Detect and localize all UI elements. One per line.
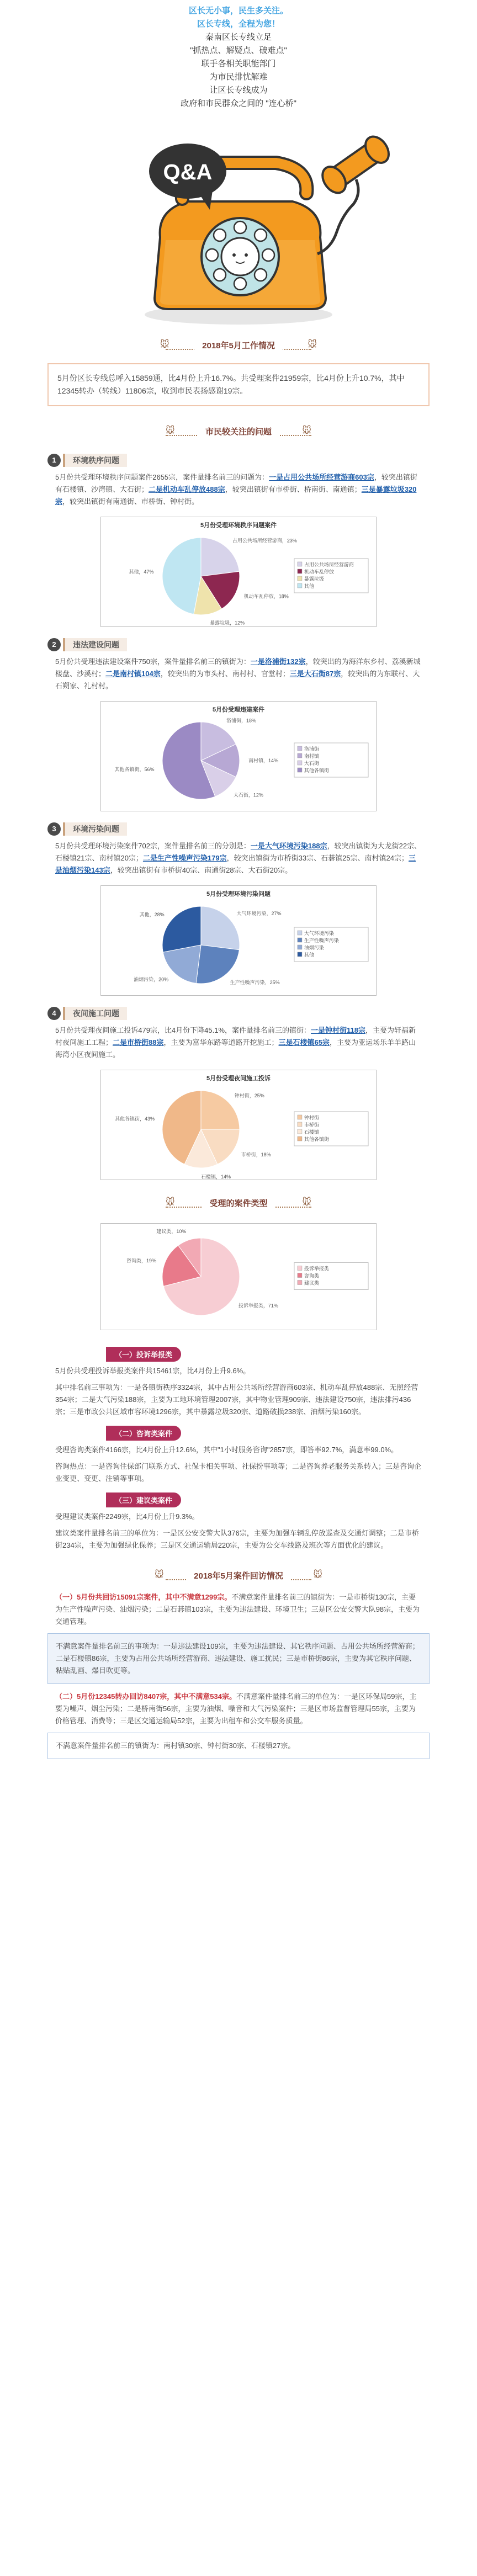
section-title: 2018年5月工作情况 [194, 336, 283, 357]
slice-label: 暴露垃圾，12% [210, 620, 245, 626]
types-text: 5月份共受理投诉举报类案件共15461宗，比4月份上升9.6%。 [55, 1367, 251, 1375]
subsection-title: 夜间施工问题 [63, 1007, 127, 1020]
section-header-types [0, 1193, 477, 1214]
return-paragraph: （一）5月份共回访15091宗案件，其中不满意1299宗。不满意案件量排名前三的镇街为：一是市桥街130宗，主要为生产性噪声污染、油烟污染；二是石碁镇103宗，主要为违法建设、环境卫生；三是区公安交警大队98宗，主要为交通管理。 [55, 1593, 420, 1626]
pie-slice [162, 906, 201, 952]
legend-swatch [298, 1266, 302, 1271]
pie-slice [196, 945, 239, 984]
slice-label: 洛浦街，18% [226, 718, 257, 724]
intro-line: 秦南区长专线立足 [205, 33, 272, 42]
legend-label: 市桥街 [304, 1122, 319, 1128]
slice-label: 市桥街，18% [241, 1152, 271, 1158]
intro-line: 政府和市民群众之间的 "连心桥" [181, 99, 296, 108]
legend-label: 占用公共场所经营游商 [304, 562, 354, 567]
types-text: 受理咨询类案件4166宗，比4月份上升12.6%，其中"1小时服务咨询"2857宗，即答率92.7%，满意率99.0%。 [55, 1446, 399, 1454]
slice-label: 其他各镇街，43% [115, 1116, 155, 1122]
pie-slice [162, 538, 201, 614]
legend-swatch [298, 746, 302, 751]
mouse-icon: 🐭 [313, 1570, 322, 1580]
legend-swatch [298, 1273, 302, 1278]
pie-chart [104, 529, 373, 626]
slice-label: 咨询类，19% [126, 1257, 157, 1263]
s2-paragraph: 5月份共受理违法建设案件750宗，案件量排名前三的镇街为：一是洛浦街132宗，较突出的为海洋东乡村、荔溪新城楼盘、沙溪村；二是南村镇104宗，较突出的为市头村、南村村、官堂村；三是大石街87宗，较突出的为东联村、大石朔家、礼村村。 [55, 657, 421, 690]
work-summary-text: 5月份区长专线总呼入15859通，比4月份上升16.7%。共受理案件21959宗，比4月份上升10.7%，其中12345转办（转线）11806宗，收到市民表扬感谢19宗。 [57, 374, 405, 395]
return-box [47, 1633, 430, 1684]
return-paragraph: （二）5月份12345转办回访8407宗，其中不满意534宗。不满意案件量排名前三的单位为：一是区环保局59宗，主要为噪声、烟尘污染；二是桥南街56宗，主要为油烟、噪音和大气污染案件；三是区市场监督管理局55宗，主要为价格管理、消费等；三是区交通运输局52宗，主要为出租车和公交车服务质量。 [55, 1692, 417, 1725]
slice-label: 其他，47% [129, 569, 154, 575]
legend-label: 洛浦街 [304, 746, 319, 752]
legend-swatch [298, 768, 302, 772]
legend-label: 其他各镇街 [304, 1136, 329, 1142]
section-title: 2018年5月案件回访情况 [186, 1566, 291, 1587]
legend-label: 油烟污染 [304, 945, 324, 950]
legend-swatch [298, 1136, 302, 1141]
pie-slice [201, 1091, 240, 1129]
legend-label: 其他各镇街 [304, 768, 329, 773]
mouse-icon: 🐭 [302, 426, 311, 435]
intro [0, 0, 477, 110]
section-number: 3 [47, 822, 61, 836]
legend-swatch [298, 1281, 302, 1285]
mouse-icon: 🐭 [308, 340, 317, 349]
subsection-title: 环境污染问题 [63, 822, 127, 836]
pie-chart [104, 1082, 373, 1180]
legend-label: 投诉举报类 [304, 1266, 329, 1272]
intro-line: "抓热点、解疑点、破难点" [190, 46, 287, 55]
subsection-header-4 [47, 1007, 430, 1020]
subsection-header-3 [47, 822, 430, 836]
legend-swatch [298, 583, 302, 588]
legend-label: 石楼镇 [304, 1129, 319, 1135]
telephone-icon [0, 110, 477, 331]
legend-swatch [298, 1122, 302, 1127]
pie-slice [201, 538, 239, 576]
section-number: 2 [47, 638, 61, 651]
legend-label: 其他 [304, 952, 314, 958]
s3-paragraph: 5月份共受理环境污染案件702宗，案件量排名前三的分别是：一是大气环境污染188宗，较突出镇街为大龙街22宗、石楼镇21宗、南村镇20宗；二是生产性噪声污染179宗，较突出镇街为市桥街33宗、石碁镇25宗、南村镇24宗；三是油烟污染143宗，较突出镇街有市桥街40宗、南通街28宗、大石街20宗。 [55, 842, 422, 874]
tag-consultation: （二）咨询类案件 [106, 1426, 181, 1441]
mouse-icon: 🐭 [302, 1198, 311, 1207]
slice-label: 生产性噪声污染，25% [230, 979, 280, 985]
return-box-text: 不满意案件量排名前三的事项为：一是违法建设109宗，主要为违法建设、其它秩序问题、占用公共场所经营游商；二是石楼镇86宗，主要为占用公共场所经营游商、违法建设、施工扰民；三是市桥街86宗，主要为其它秩序问题、粘贴乱画、爆目吹更等。 [56, 1642, 420, 1675]
telephone-illustration [0, 110, 477, 331]
mouse-icon: 🐭 [166, 1198, 175, 1207]
qa-text: Q&A [163, 160, 213, 184]
legend-label: 钟村街 [304, 1115, 319, 1120]
legend-swatch [298, 952, 302, 957]
chart-illegal-construction [100, 701, 377, 811]
work-summary-box [47, 363, 430, 406]
intro-line: 区长专线，全程为您！ [197, 19, 280, 29]
mouse-icon: 🐭 [155, 1570, 164, 1580]
legend-swatch [298, 761, 302, 765]
legend-label: 南村镇 [304, 753, 319, 759]
legend-swatch [298, 945, 302, 949]
s1-paragraph: 5月份共受理环境秩序问题案件2655宗，案件量排名前三的问题为：一是占用公共场所经营游商603宗，较突出镇街有石楼镇、沙湾镇、大石街；二是机动车乱停放488宗，较突出镇街有市桥街、桥南街、南通镇；三是暴露垃圾320宗，较突出镇街有南通街、市桥街、钟村街。 [55, 473, 417, 506]
chart-case-types [100, 1223, 377, 1330]
slice-label: 钟村街，25% [234, 1093, 264, 1099]
slice-label: 南村镇，14% [248, 758, 278, 763]
legend-swatch [298, 1115, 302, 1119]
slice-label: 投诉举报类，71% [238, 1303, 278, 1309]
section-header-work [0, 336, 477, 357]
subsection-header-2 [47, 638, 430, 651]
intro-line: 让区长专线成为 [209, 86, 268, 95]
slice-label: 占用公共场所经营游商，23% [232, 538, 297, 544]
tag-complaints: （一）投诉举报类 [106, 1347, 181, 1362]
chart-title: 5月份受理夜间施工投诉 [206, 1075, 271, 1082]
legend-swatch [298, 576, 302, 581]
intro-line: 区长无小事，民生多关注。 [188, 6, 288, 15]
legend-swatch [298, 753, 302, 758]
pie-chart [104, 714, 373, 808]
intro-line: 联手各相关职能部门 [201, 59, 276, 68]
subsection-header-1 [47, 454, 430, 467]
pie-slice [201, 906, 240, 950]
slice-label: 油烟污染，20% [134, 976, 169, 982]
slice-label: 石楼镇，14% [200, 1174, 231, 1180]
types-text: 受理建议类案件2249宗，比4月份上升9.3%。 [55, 1512, 199, 1521]
slice-label: 其他，28% [139, 912, 165, 918]
legend-label: 暴露垃圾 [304, 576, 324, 582]
tag-suggestions: （三）建议类案件 [106, 1493, 181, 1507]
section-header-return [0, 1566, 477, 1587]
slice-label: 其他各镇街，56% [114, 767, 155, 773]
subsection-title: 环境秩序问题 [63, 454, 127, 467]
pie-chart [104, 1227, 373, 1326]
chart-title: 5月份受理违建案件 [212, 707, 265, 713]
legend-label: 建议类 [304, 1280, 319, 1286]
legend-label: 生产性噪声污染 [304, 938, 339, 943]
section-number: 1 [47, 454, 61, 467]
pie-chart [104, 898, 373, 992]
mouse-icon: 🐭 [160, 340, 169, 349]
legend-swatch [298, 562, 302, 566]
return-box [47, 1733, 430, 1759]
intro-line: 为市民排忧解难 [209, 72, 268, 82]
slice-label: 建议类，10% [156, 1229, 187, 1235]
chart-night-construction [100, 1070, 377, 1180]
return-box-text: 不满意案件量排名前三的镇街为：南村镇30宗、钟村街30宗、石楼镇27宗。 [56, 1741, 295, 1750]
legend-swatch [298, 931, 302, 935]
chart-title: 5月份受理环境污染问题 [206, 891, 271, 897]
legend-label: 咨询类 [304, 1273, 319, 1279]
legend-swatch [298, 1129, 302, 1134]
section-title: 受理的案件类型 [202, 1193, 275, 1214]
legend-swatch [298, 938, 302, 942]
section-title: 市民较关注的问题 [198, 422, 279, 443]
legend-label: 机动车乱停放 [304, 569, 334, 575]
legend-label: 其他 [304, 583, 314, 589]
types-text: 咨询热点：一是咨询住保部门联系方式、社保卡相关事项、社保扮事项等；二是咨询养老服务关系转入；三是咨询企业变更、变更、注销等事项。 [55, 1462, 422, 1483]
slice-label: 大石街，12% [233, 792, 263, 798]
types-text: 建议类案件量排名前三的单位为：一是区公安交警大队376宗，主要为加强车辆乱停放巡查及交通灯调整；二是市桥街234宗，主要为加强绿化保养；三是区交通运输局220宗，主要为公交车线路及班次等方面优化的建议。 [55, 1529, 419, 1549]
legend-label: 大气环境污染 [304, 931, 334, 936]
chart-environment-order [100, 517, 377, 627]
slice-label: 机动车乱停放，18% [243, 593, 289, 599]
chart-environment-pollution [100, 885, 377, 996]
slice-label: 大气环境污染，27% [236, 911, 282, 917]
legend-label: 大石街 [304, 761, 319, 766]
legend-swatch [298, 569, 302, 573]
mouse-icon: 🐭 [166, 426, 175, 435]
chart-title: 5月份受理环境秩序问题案件 [200, 522, 277, 529]
s4-paragraph: 5月份共受理夜间施工投诉479宗，比4月份下降45.1%，案件量排名前三的镇街：一是钟村街118宗，主要为轩福新村夜间施工工程；二是市桥街88宗，主要为富华东路等道路开挖施工；三是石楼镇65宗，主要为亚运场乐羊羊路山海湾小区夜间施工。 [55, 1026, 416, 1059]
section-number: 4 [47, 1007, 61, 1020]
section-header-hot [0, 422, 477, 443]
types-text: 其中排名前三事项为：一是各镇街秩序3324宗，其中占用公共场所经营游商603宗、机动车乱停放488宗、无照经营354宗；二是大气污染188宗，主要为工地环境管理2007宗，其中物业管理909宗、违法建设750宗，违法排污436宗；三是市政公共区域市容环境1296宗，其中暴露垃圾320宗、道路破损238宗、油烟污染160宗。 [55, 1383, 418, 1416]
subsection-title: 违法建设问题 [63, 638, 127, 651]
